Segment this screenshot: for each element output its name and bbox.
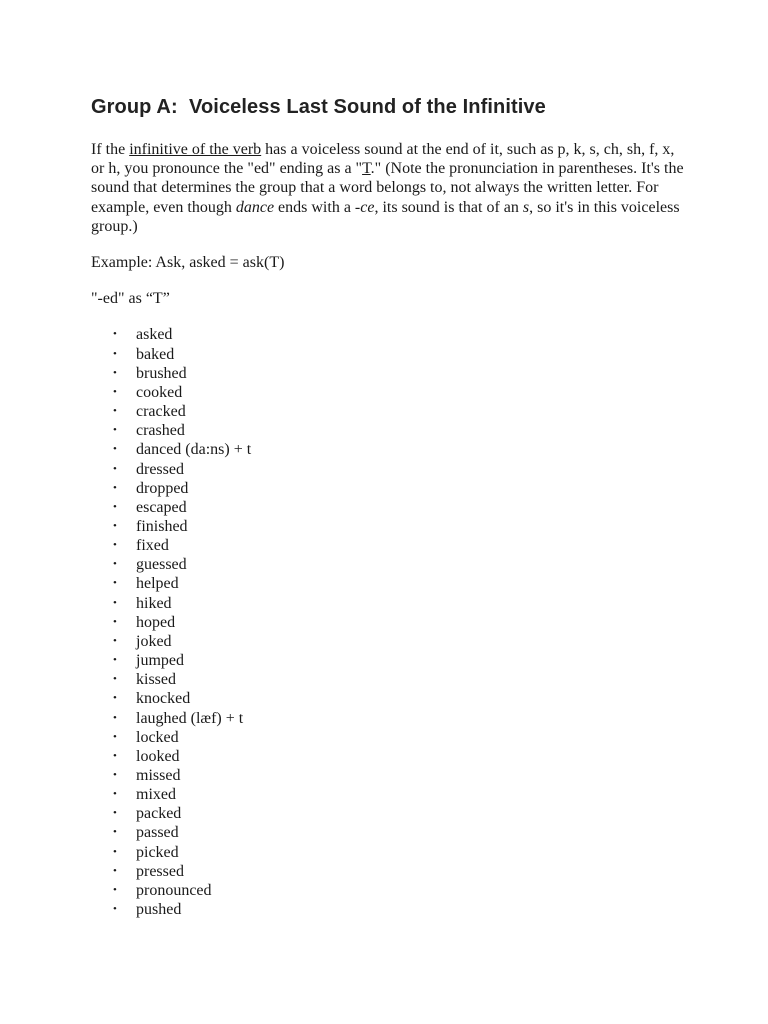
list-item (91, 709, 691, 728)
t-letter: T (362, 160, 371, 178)
list-item (91, 364, 691, 383)
list-item (91, 421, 691, 440)
intro-text-6: , so it's in this voiceless group.) (91, 198, 680, 235)
word-text: pressed (136, 862, 184, 880)
list-item (91, 345, 691, 364)
word-list (91, 325, 691, 919)
bullet-icon: • (113, 366, 117, 379)
list-item (91, 498, 691, 517)
bullet-icon: • (113, 462, 117, 475)
bullet-icon: • (113, 883, 117, 896)
word-text: finished (136, 517, 188, 535)
list-item (91, 670, 691, 689)
bullet-icon: • (113, 424, 117, 437)
word-text: danced (da:ns) + t (136, 441, 252, 459)
bullet-icon: • (113, 769, 117, 782)
word-text: dressed (136, 460, 184, 478)
infinitive-link[interactable]: infinitive of the verb (129, 141, 262, 158)
list-item (91, 460, 691, 479)
list-item (91, 555, 691, 574)
s-letter: s (522, 198, 530, 216)
bullet-icon: • (113, 519, 117, 532)
bullet-icon: • (113, 749, 117, 762)
section-heading: Group A: Voiceless Last Sound of the Infinitive (91, 96, 546, 118)
list-item (91, 632, 691, 651)
dance-word: dance (235, 198, 275, 216)
list-item (91, 747, 691, 766)
bullet-icon: • (113, 558, 117, 571)
list-item (91, 766, 691, 785)
word-text: laughed (læf) + t (136, 709, 244, 727)
bullet-icon: • (113, 654, 117, 667)
word-text: guessed (136, 556, 187, 574)
word-text: locked (136, 728, 179, 746)
bullet-icon: • (113, 539, 117, 552)
list-item (91, 383, 691, 402)
list-item (91, 689, 691, 708)
word-text: looked (136, 747, 180, 765)
intro-text-3: ." (Note the pronunciation in parentheses. It's the sound that determines the group that a word belongs to, not always the written letter. For example, even though (91, 160, 684, 216)
list-item (91, 823, 691, 842)
bullet-icon: • (113, 903, 117, 916)
bullet-icon: • (113, 347, 117, 360)
word-text: kissed (136, 671, 176, 689)
list-item (91, 804, 691, 823)
bullet-icon: • (113, 577, 117, 590)
list-item (91, 594, 691, 613)
bullet-icon: • (113, 673, 117, 686)
word-text: cooked (136, 383, 183, 401)
word-text: picked (136, 843, 179, 861)
word-text: missed (136, 767, 181, 785)
word-text: dropped (136, 479, 189, 497)
intro-text-1: If the (91, 141, 130, 158)
word-text: cracked (136, 403, 186, 421)
word-text: passed (136, 824, 179, 842)
word-text: baked (136, 345, 175, 363)
group-label: "-ed" as “T” (91, 290, 170, 308)
word-text: hoped (136, 613, 176, 631)
bullet-icon: • (113, 500, 117, 513)
list-item (91, 536, 691, 555)
bullet-icon: • (113, 385, 117, 398)
bullet-icon: • (113, 596, 117, 609)
word-text: pushed (136, 901, 182, 919)
bullet-icon: • (113, 826, 117, 839)
word-text: joked (136, 632, 172, 650)
word-text: fixed (136, 537, 169, 555)
list-item (91, 440, 691, 459)
list-item (91, 881, 691, 900)
word-text: mixed (136, 786, 176, 804)
bullet-icon: • (113, 711, 117, 724)
list-item (91, 651, 691, 670)
bullet-icon: • (113, 730, 117, 743)
list-item (91, 900, 691, 919)
word-text: hiked (136, 594, 172, 612)
list-item (91, 325, 691, 344)
word-text: knocked (136, 690, 191, 708)
bullet-icon: • (113, 634, 117, 647)
bullet-icon: • (113, 864, 117, 877)
example-line: Example: Ask, asked = ask(T) (91, 254, 285, 272)
list-item (91, 479, 691, 498)
list-item (91, 843, 691, 862)
list-item (91, 862, 691, 881)
document-page (91, 94, 691, 919)
bullet-icon: • (113, 443, 117, 456)
word-text: helped (136, 575, 179, 593)
word-text: packed (136, 805, 182, 823)
intro-paragraph (91, 140, 691, 236)
word-text: asked (136, 326, 173, 344)
word-text: crashed (136, 422, 185, 440)
intro-text-4: ends with a - (274, 198, 361, 216)
intro-text-5: , its sound is that of an (374, 198, 523, 216)
bullet-icon: • (113, 788, 117, 801)
word-text: brushed (136, 364, 187, 382)
list-item (91, 785, 691, 804)
bullet-icon: • (113, 405, 117, 418)
word-text: escaped (136, 498, 187, 516)
list-item (91, 574, 691, 593)
word-text: jumped (136, 652, 184, 670)
intro-text-2: has a voiceless sound at the end of it, such as p, k, s, ch, sh, f, x, or h, you pronounce the "ed" ending as a " (91, 141, 675, 178)
bullet-icon: • (113, 481, 117, 494)
list-item (91, 728, 691, 747)
ce-suffix: ce (360, 198, 375, 216)
bullet-icon: • (113, 328, 117, 341)
bullet-icon: • (113, 615, 117, 628)
list-item (91, 613, 691, 632)
bullet-icon: • (113, 807, 117, 820)
bullet-icon: • (113, 692, 117, 705)
list-item (91, 517, 691, 536)
bullet-icon: • (113, 845, 117, 858)
list-item (91, 402, 691, 421)
word-text: pronounced (136, 881, 212, 899)
